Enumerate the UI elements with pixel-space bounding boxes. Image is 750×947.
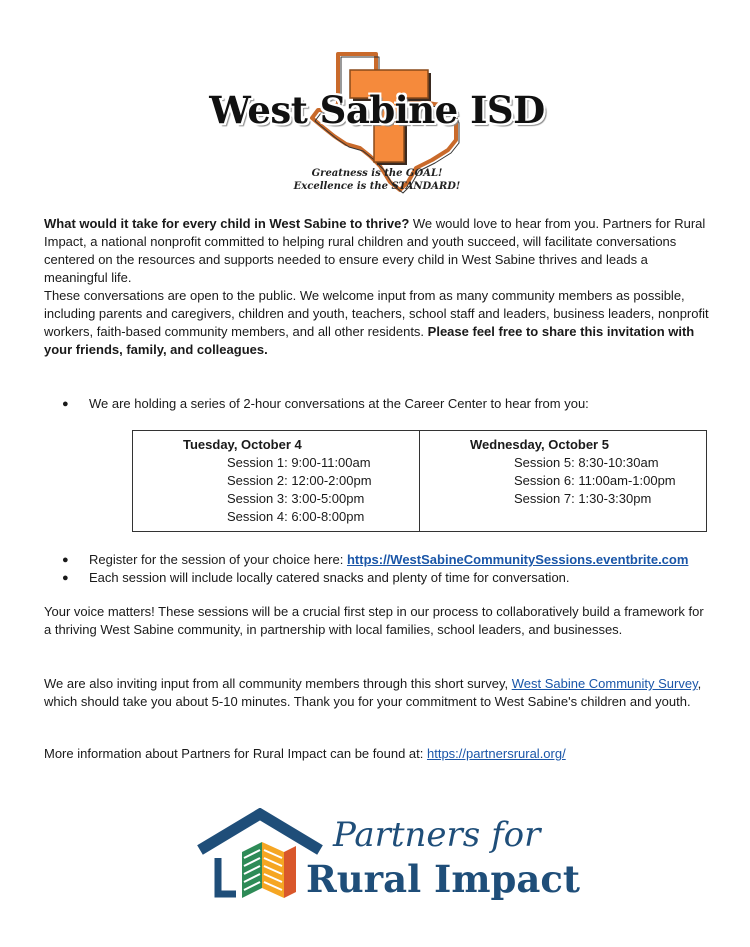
register-text [89,551,688,569]
session-item: Session 6: 11:00am-1:00pm [514,473,676,488]
bullet-icon: ● [62,572,69,584]
invitation-text: These conversations are open to the public. We welcome input from as many community members as possible, including parents and caregivers, children and youth, teachers, school staff and leaders, business leaders, nonprofit workers, faith-based community members, and all other residents. [44,288,709,339]
register-prefix: Register for the session of your choice here: [89,552,347,567]
session-item: Session 2: 12:00-2:00pm [227,473,372,488]
session-item: Session 7: 1:30-3:30pm [514,491,652,506]
survey-suffix: , which should take you about 5-10 minutes. Thank you for your commitment to West Sabine's children and youth. [44,676,702,709]
schedule-column-tuesday [183,436,372,526]
invitation-paragraph [44,287,710,359]
session-item: Session 4: 6:00-8:00pm [227,509,365,524]
schedule-column-wednesday [470,436,676,508]
intro-question: What would it take for every child in West Sabine to thrive? [44,216,410,231]
session-item: Session 3: 3:00-5:00pm [227,491,365,506]
intro-paragraph [44,215,710,287]
west-sabine-logo [0,44,750,194]
invitation-share-text: Please feel free to share this invitation with your friends, family, and colleagues. [44,324,695,357]
survey-link[interactable]: West Sabine Community Survey [511,676,698,691]
more-info-prefix: More information about Partners for Rural Impact can be found at: [44,746,427,761]
partners-website-link[interactable]: https://partnersrural.org/ [426,746,566,761]
school-name: West Sabine ISD [209,88,545,132]
intro-text: We would love to hear from you. Partners for Rural Impact, a national nonprofit committed to helping rural children and youth succeed, will facilitate conversations centered on the resources and supports needed to ensure every child in West Sabine thrives and leads a meaningful life. [44,216,706,285]
motto-line-1: Greatness is the GOAL! [311,168,443,179]
more-info-paragraph [44,745,710,763]
table-divider [419,431,420,531]
series-text: We are holding a series of 2-hour conversations at the Career Center to hear from you: [89,396,589,411]
schedule-table [132,430,707,532]
session-item: Session 5: 8:30-10:30am [514,455,659,470]
partners-logo-line-2: Rural Impact [306,857,580,901]
bullet-icon: ● [62,554,69,566]
day-heading: Tuesday, October 4 [183,437,302,452]
snacks-text: Each session will include locally catered snacks and plenty of time for conversation. [89,570,570,585]
bullet-icon: ● [62,398,69,410]
partners-logo-line-1: Partners for [333,815,541,855]
motto-line-2: Excellence is the STANDARD! [293,181,461,192]
day-heading: Wednesday, October 5 [470,437,609,452]
survey-prefix: We are also inviting input from all community members through this short survey, [44,676,512,691]
session-item: Session 1: 9:00-11:00am [227,455,371,470]
register-link[interactable]: https://WestSabineCommunitySessions.eventbrite.com [346,552,689,567]
survey-paragraph [44,675,710,711]
voice-paragraph: Your voice matters! These sessions will be a crucial first step in our process to collaboratively build a framework for a thriving West Sabine community, in partnership with local families, school leaders, and businesses. [44,604,704,637]
